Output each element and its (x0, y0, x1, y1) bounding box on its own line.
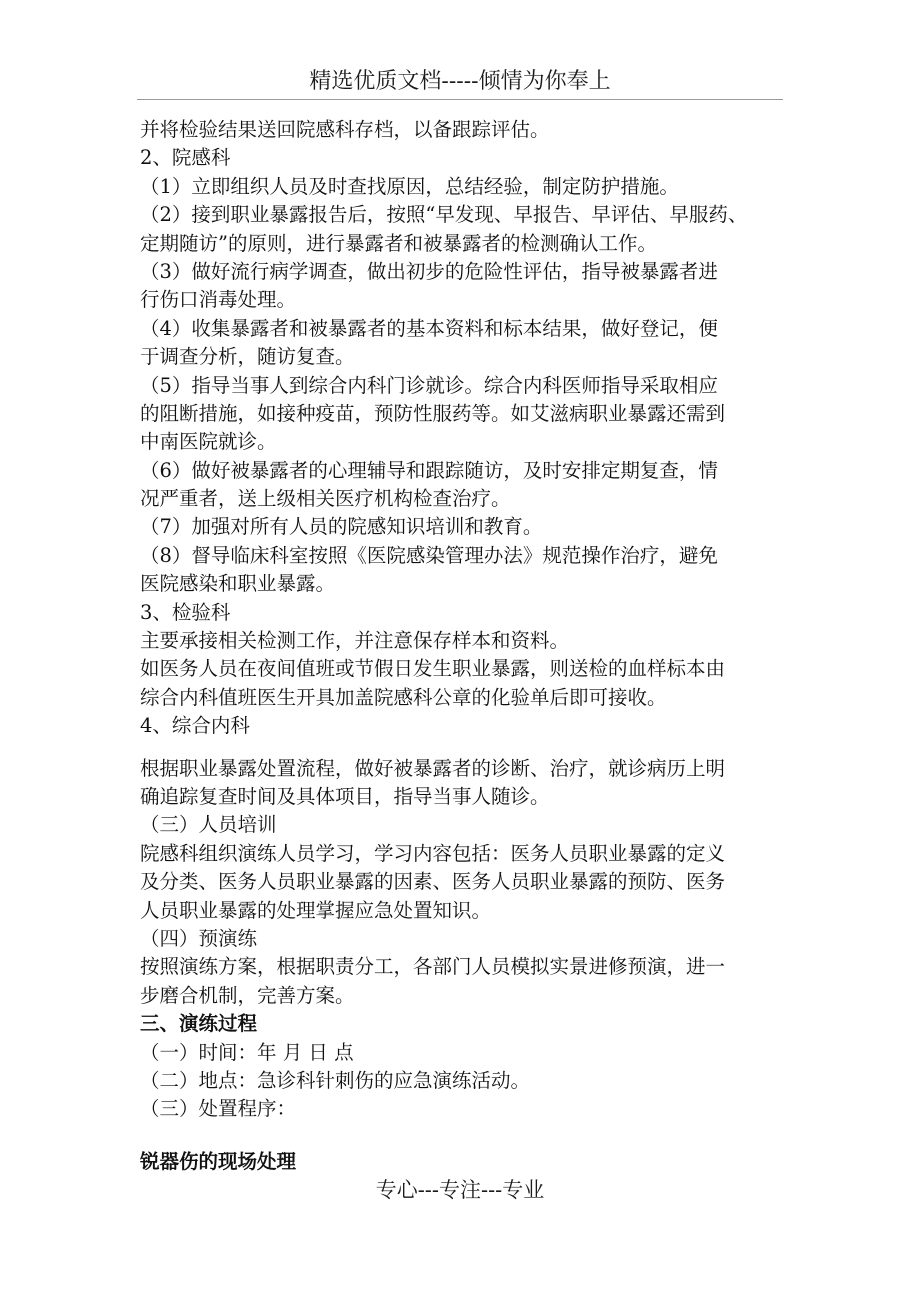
list-item: （6）做好被暴露者的心理辅导和跟踪随访，及时安排定期复查，情 (140, 458, 718, 482)
subsection-heading: （二）地点：急诊科针刺伤的应急演练活动。 (140, 1068, 531, 1092)
subsection-heading: （一）时间：年 月 日 点 (140, 1040, 354, 1064)
list-item: （1）立即组织人员及时查找原因，总结经验，制定防护措施。 (140, 174, 679, 198)
subsection-heading: （三）处置程序： (140, 1097, 297, 1121)
section-heading: 2、院感科 (140, 146, 231, 170)
list-item-continuation: 于调查分析，随访复查。 (140, 345, 355, 369)
list-item-continuation: 的阻断措施，如接种疫苗，预防性服药等。如艾滋病职业暴露还需到 (140, 401, 726, 425)
list-item: （7）加强对所有人员的院感知识培训和教育。 (140, 515, 543, 539)
paragraph-line: 及分类、医务人员职业暴露的因素、医务人员职业暴露的预防、医务 (140, 870, 726, 894)
chapter-heading: 三、演练过程 (140, 1012, 258, 1036)
list-item-continuation: 中南医院就诊。 (140, 430, 277, 454)
page-footer: 专心---专注---专业 (375, 1178, 545, 1202)
paragraph-line: 根据职业暴露处置流程，做好被暴露者的诊断、治疗，就诊病历上明 (140, 756, 726, 780)
bold-heading: 锐器伤的现场处理 (140, 1149, 297, 1173)
section-heading: 4、综合内科 (140, 714, 250, 738)
list-item: （5）指导当事人到综合内科门诊就诊。综合内科医师指导采取相应 (140, 373, 718, 397)
paragraph-gap (140, 1124, 782, 1148)
list-item: （3）做好流行病学调查，做出初步的危险性评估，指导被暴露者进 (140, 259, 718, 283)
list-item: （2）接到职业暴露报告后，按照“早发现、早报告、早评估、早服药、 (140, 203, 748, 227)
paragraph-line: 按照演练方案，根据职责分工，各部门人员模拟实景进修预演，进一 (140, 955, 726, 979)
paragraph-line: 主要承接相关检测工作，并注意保存样本和资料。 (140, 629, 570, 653)
document-body (140, 116, 782, 1176)
page-header: 精选优质文档-----倾情为你奉上 (309, 69, 611, 94)
list-item-continuation: 况严重者，送上级相关医疗机构检查治疗。 (140, 487, 511, 511)
list-item: （4）收集暴露者和被暴露者的基本资料和标本结果，做好登记，便 (140, 316, 718, 340)
paragraph-line: 如医务人员在夜间值班或节假日发生职业暴露，则送检的血样标本由 (140, 657, 726, 681)
paragraph-line: 步磨合机制，完善方案。 (140, 983, 355, 1007)
subsection-heading: （三）人员培训 (140, 813, 277, 837)
paragraph-line: 确追踪复查时间及具体项目，指导当事人随诊。 (140, 784, 550, 808)
paragraph-line: 院感科组织演练人员学习，学习内容包括：医务人员职业暴露的定义 (140, 841, 726, 865)
subsection-heading: （四）预演练 (140, 926, 258, 950)
paragraph-line: 并将检验结果送回院感科存档，以备跟踪评估。 (140, 118, 550, 141)
paragraph-line: 人员职业暴露的处理掌握应急处置知识。 (140, 898, 492, 922)
paragraph-line: 综合内科值班医生开具加盖院感科公章的化验单后即可接收。 (140, 685, 667, 709)
list-item-continuation: 行伤口消毒处理。 (140, 288, 297, 312)
header-divider (137, 99, 783, 100)
list-item-continuation: 医院感染和职业暴露。 (140, 572, 336, 596)
section-heading: 3、检验科 (140, 600, 231, 624)
list-item: （8）督导临床科室按照《医院感染管理办法》规范操作治疗，避免 (140, 543, 718, 567)
list-item-continuation: 定期随访”的原则，进行暴露者和被暴露者的检测确认工作。 (140, 231, 657, 255)
paragraph-gap (140, 741, 782, 755)
